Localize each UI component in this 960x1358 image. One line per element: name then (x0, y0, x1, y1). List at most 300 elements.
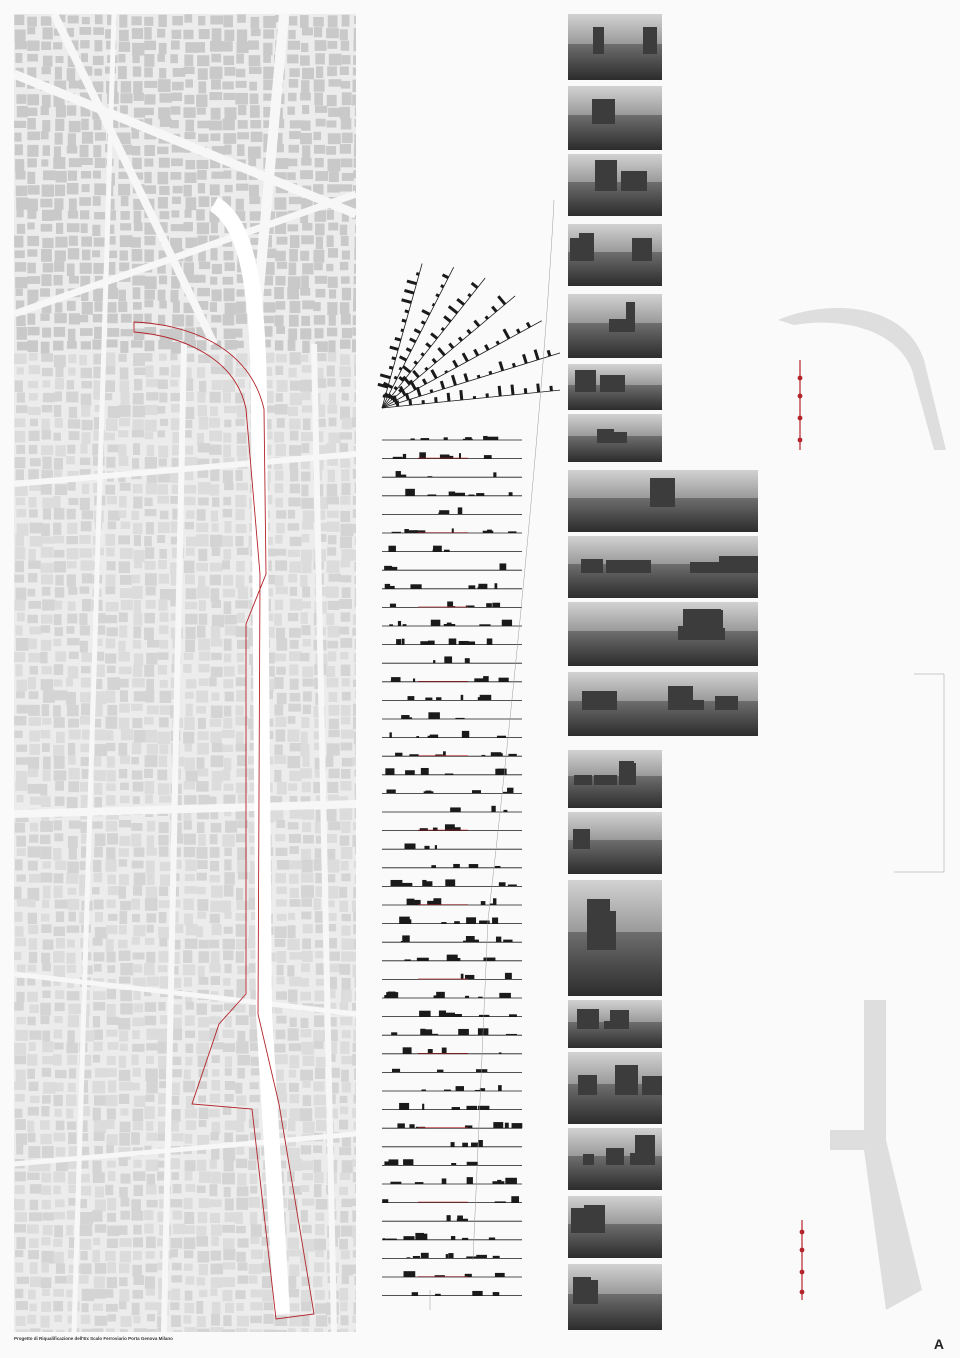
building-block (289, 16, 297, 25)
building-block (209, 92, 222, 100)
building-block (199, 1198, 209, 1208)
building-block (340, 575, 351, 582)
building-block (15, 600, 26, 611)
building-block (107, 496, 117, 504)
building-block (159, 599, 168, 611)
building-block (55, 1109, 62, 1117)
building-block (301, 549, 313, 561)
building-block (42, 210, 54, 221)
radial-section-block (403, 366, 410, 372)
building-block (290, 640, 299, 649)
building-block (28, 757, 39, 770)
building-block (66, 1095, 76, 1107)
building-block (236, 1226, 246, 1233)
building-block (185, 627, 195, 640)
building-block (251, 17, 260, 29)
building-block (224, 706, 232, 717)
building-block (199, 381, 206, 393)
building-block (29, 874, 41, 883)
building-block (341, 873, 350, 881)
section-row-block (495, 753, 503, 756)
building-block (184, 1327, 196, 1332)
building-block (275, 575, 284, 586)
building-block (224, 666, 235, 676)
building-block (171, 224, 184, 231)
building-block (197, 626, 206, 638)
photo-building (577, 1009, 599, 1029)
building-block (14, 731, 22, 738)
building-block (41, 547, 54, 558)
section-row (382, 563, 522, 570)
building-block (197, 367, 205, 378)
building-block (250, 1330, 262, 1332)
building-block (132, 55, 139, 64)
radial-section-block (449, 344, 453, 349)
building-block (106, 900, 115, 909)
building-block (16, 94, 26, 103)
building-block (342, 133, 353, 143)
building-block (249, 67, 262, 74)
building-block (327, 560, 340, 573)
building-block (120, 1329, 128, 1332)
building-block (144, 67, 153, 77)
building-block (210, 914, 220, 924)
building-block (54, 664, 63, 675)
building-block (355, 846, 356, 854)
building-block (222, 560, 230, 569)
building-block (68, 15, 79, 23)
photo-building (619, 761, 634, 785)
building-block (145, 938, 154, 945)
building-block (94, 1120, 106, 1133)
building-block (54, 717, 65, 728)
building-block (211, 223, 218, 234)
radial-section-block (449, 306, 458, 313)
building-block (170, 1199, 182, 1207)
section-row-block (425, 791, 431, 794)
building-block (223, 1106, 232, 1115)
photo-01 (568, 14, 662, 80)
section-row-block (451, 1142, 455, 1147)
building-block (237, 1316, 249, 1327)
building-block (210, 1251, 221, 1261)
building-block (185, 328, 195, 341)
building-block (197, 1135, 209, 1146)
building-block (342, 288, 351, 301)
building-block (277, 262, 287, 269)
building-block (133, 302, 142, 310)
building-block (210, 719, 221, 727)
building-block (223, 1315, 231, 1326)
building-block (134, 1004, 144, 1013)
section-row-block (491, 806, 495, 812)
building-block (236, 690, 245, 702)
building-block (66, 678, 73, 687)
section-row-block (393, 457, 403, 459)
building-block (119, 859, 127, 866)
building-block (315, 1290, 325, 1300)
building-block (289, 834, 301, 843)
building-block (40, 1134, 51, 1144)
building-block (185, 692, 194, 699)
building-block (131, 1132, 140, 1144)
building-block (276, 729, 286, 741)
building-block (353, 197, 356, 208)
building-block (288, 224, 299, 231)
section-row-block (461, 974, 464, 980)
photo-building (594, 775, 616, 785)
building-block (329, 393, 336, 405)
photo-building (595, 160, 617, 191)
radial-section-block (497, 341, 499, 344)
building-block (118, 430, 128, 437)
photo-building (674, 700, 704, 710)
building-block (95, 15, 103, 25)
building-block (249, 1275, 258, 1283)
building-block (352, 1159, 356, 1167)
building-block (300, 768, 312, 778)
building-block (352, 1108, 356, 1118)
building-block (159, 68, 166, 78)
building-block (40, 199, 52, 208)
building-block (211, 653, 222, 660)
section-row-block (472, 1291, 482, 1296)
building-block (209, 677, 216, 686)
building-block (288, 1328, 296, 1332)
building-block (17, 705, 29, 714)
building-block (147, 835, 155, 848)
building-block (68, 836, 78, 848)
section-row-block (433, 546, 442, 552)
building-block (56, 171, 67, 183)
building-block (354, 134, 356, 147)
building-block (119, 1070, 130, 1081)
building-block (302, 587, 310, 598)
section-row-block (478, 1140, 482, 1147)
building-block (199, 977, 209, 985)
building-block (133, 484, 143, 493)
building-block (250, 105, 260, 118)
building-block (224, 145, 231, 155)
building-block (29, 509, 38, 517)
building-block (210, 484, 220, 495)
building-block (119, 625, 127, 637)
building-block (15, 1212, 27, 1222)
building-block (15, 418, 26, 427)
building-block (224, 601, 232, 614)
building-block (160, 419, 168, 426)
photo-building (690, 562, 729, 573)
building-block (106, 716, 118, 728)
building-block (144, 172, 151, 183)
building-block (224, 1187, 231, 1197)
building-block (158, 15, 166, 27)
building-block (354, 861, 356, 869)
building-block (353, 615, 356, 625)
building-block (41, 106, 49, 115)
building-block (158, 665, 167, 675)
building-block (107, 1239, 118, 1248)
building-block (120, 901, 131, 910)
building-block (41, 640, 51, 651)
building-block (326, 28, 339, 38)
building-block (210, 875, 220, 882)
building-block (225, 1303, 234, 1313)
building-block (29, 1304, 36, 1312)
section-row-block (451, 958, 460, 961)
building-block (287, 172, 296, 180)
building-block (27, 615, 38, 623)
building-block (170, 1121, 179, 1132)
building-block (197, 860, 208, 869)
building-block (93, 1172, 105, 1183)
building-block (16, 197, 28, 209)
section-row (382, 1291, 522, 1296)
title-block (14, 1334, 946, 1354)
building-block (237, 432, 247, 443)
section-row (382, 731, 522, 738)
building-block (263, 16, 276, 28)
building-block (300, 1185, 309, 1192)
radial-section-block (400, 387, 405, 396)
building-block (355, 807, 356, 818)
building-block (223, 1238, 234, 1249)
photo-17 (568, 1128, 662, 1190)
building-block (132, 937, 140, 945)
section-row-block (385, 1239, 397, 1240)
building-block (290, 484, 300, 494)
building-block (119, 667, 132, 675)
building-block (196, 563, 208, 571)
building-block (30, 1200, 38, 1210)
section-row-block (435, 845, 437, 849)
building-block (173, 1330, 182, 1332)
building-block (224, 329, 236, 339)
building-block (144, 498, 152, 507)
building-block (353, 1030, 356, 1042)
section-row-block (382, 1199, 388, 1202)
building-block (236, 924, 245, 937)
building-block (28, 768, 38, 777)
building-block (55, 627, 63, 636)
building-block (147, 445, 154, 456)
site-diagrams-svg (774, 300, 950, 1350)
building-block (288, 93, 296, 101)
building-block (82, 132, 93, 144)
building-block (327, 913, 336, 921)
building-block (171, 106, 181, 114)
building-block (118, 535, 130, 544)
building-block (329, 172, 339, 182)
building-block (66, 536, 78, 544)
building-block (289, 68, 299, 77)
radial-section-block (394, 377, 397, 378)
building-block (170, 1302, 179, 1310)
building-block (339, 1288, 348, 1301)
building-block (82, 1329, 94, 1332)
building-block (222, 1262, 235, 1269)
building-block (54, 614, 62, 625)
building-block (275, 404, 288, 415)
building-block (237, 653, 244, 662)
section-row-block (476, 1255, 487, 1259)
building-block (329, 692, 338, 702)
building-block (210, 67, 223, 79)
building-block (223, 277, 234, 285)
building-block (27, 1225, 39, 1234)
building-block (199, 1290, 207, 1297)
building-block (185, 602, 197, 610)
building-block (172, 1133, 184, 1141)
building-block (81, 666, 90, 673)
building-block (119, 613, 128, 623)
building-block (79, 315, 88, 322)
building-block (183, 664, 191, 673)
building-block (224, 30, 234, 41)
building-block (340, 1211, 348, 1223)
building-block (146, 379, 158, 387)
building-block (173, 301, 180, 313)
building-block (66, 456, 75, 464)
building-block (79, 1199, 87, 1208)
building-block (93, 289, 104, 302)
building-block (341, 1315, 349, 1325)
building-block (43, 263, 54, 272)
building-block (171, 158, 183, 166)
building-block (41, 224, 53, 232)
building-block (186, 1184, 196, 1192)
building-block (276, 628, 285, 639)
building-block (288, 925, 296, 938)
section-row-block (499, 1052, 502, 1053)
building-block (184, 14, 192, 22)
building-block (353, 1122, 356, 1130)
building-block (236, 561, 245, 572)
building-block (223, 1030, 235, 1038)
building-block (29, 1212, 42, 1221)
building-block (79, 1275, 88, 1283)
building-block (118, 1225, 127, 1234)
building-block (340, 225, 347, 236)
building-block (108, 511, 120, 521)
building-block (80, 498, 90, 510)
building-block (66, 873, 78, 884)
building-block (145, 573, 157, 585)
section-row-block (423, 881, 432, 886)
building-block (237, 1108, 246, 1121)
building-block (287, 107, 294, 115)
building-block (170, 393, 180, 401)
building-block (147, 1200, 158, 1208)
building-block (341, 717, 350, 725)
building-block (80, 40, 89, 48)
building-block (106, 1030, 117, 1037)
building-block (41, 1277, 51, 1288)
building-block (341, 665, 351, 676)
building-block (42, 900, 49, 909)
building-block (40, 821, 53, 832)
building-block (159, 613, 168, 622)
building-block (82, 510, 94, 519)
building-block (353, 1095, 356, 1104)
building-block (210, 535, 222, 547)
building-block (147, 1314, 155, 1321)
building-block (41, 484, 52, 495)
section-row-block (498, 769, 507, 775)
building-block (16, 1145, 23, 1154)
building-block (119, 1158, 128, 1166)
building-block (290, 693, 301, 702)
section-row-block (391, 677, 400, 682)
building-block (40, 835, 50, 844)
building-block (238, 120, 248, 129)
section-row-block (447, 601, 453, 607)
building-block (54, 405, 62, 417)
building-block (119, 1263, 129, 1273)
building-block (42, 457, 51, 469)
building-block (329, 719, 339, 729)
radial-section-block (551, 386, 552, 391)
building-block (301, 432, 314, 441)
building-block (120, 783, 129, 791)
section-row-block (497, 1180, 501, 1184)
building-block (339, 1120, 348, 1130)
building-block (17, 964, 26, 973)
building-block (93, 1016, 100, 1027)
section-row-block (421, 768, 429, 775)
building-block (27, 992, 38, 1002)
building-block (67, 861, 79, 873)
building-block (300, 133, 312, 144)
building-block (42, 1095, 51, 1103)
section-row-block (467, 1162, 478, 1166)
building-block (342, 393, 349, 400)
building-block (288, 1028, 299, 1040)
section-row (382, 1028, 522, 1035)
building-block (41, 1302, 51, 1312)
section-row (382, 471, 522, 477)
building-block (172, 458, 179, 468)
building-block (185, 1171, 193, 1180)
building-block (300, 328, 311, 339)
building-block (301, 912, 311, 920)
building-block (328, 159, 341, 172)
section-row-block (444, 1090, 451, 1091)
building-block (354, 600, 356, 607)
section-row-block (410, 584, 421, 589)
building-block (119, 874, 129, 885)
building-block (352, 327, 356, 335)
building-block (289, 1055, 299, 1068)
building-block (105, 485, 115, 495)
building-block (353, 680, 356, 687)
building-block (14, 652, 25, 662)
building-block (276, 510, 286, 518)
building-block (82, 302, 93, 315)
building-block (342, 1030, 351, 1038)
building-block (184, 1198, 193, 1209)
building-block (313, 1030, 326, 1042)
building-block (209, 445, 221, 455)
building-block (303, 835, 314, 843)
building-block (120, 211, 129, 220)
section-row-block (431, 620, 441, 626)
phase-marker (798, 394, 803, 399)
building-block (196, 1236, 208, 1246)
building-block (274, 1044, 285, 1053)
building-block (132, 742, 142, 754)
radial-section-block (517, 329, 519, 333)
